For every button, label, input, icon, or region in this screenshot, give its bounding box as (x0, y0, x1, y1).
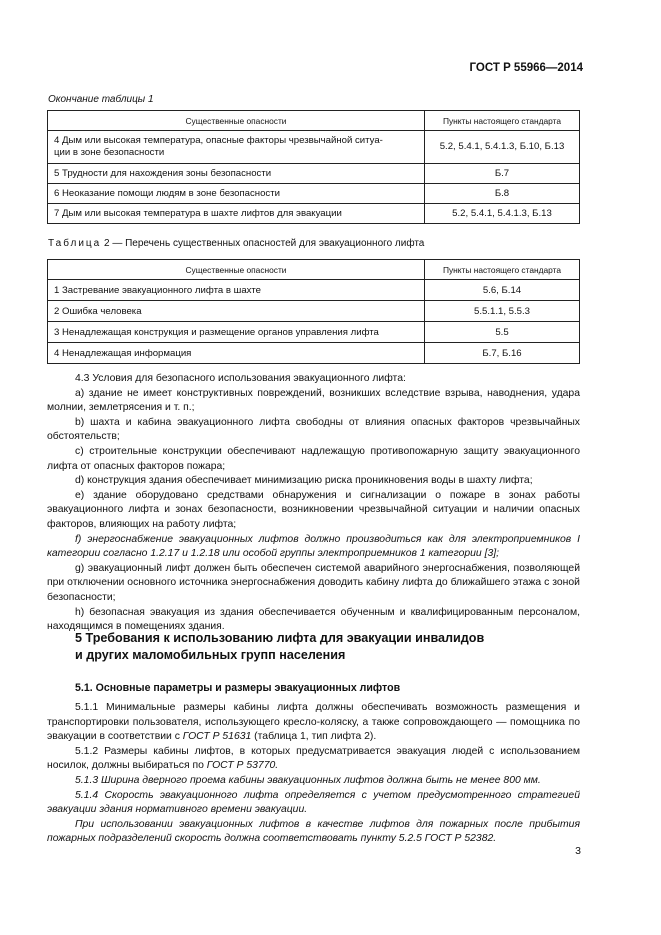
table-cell-clauses: Б.7, Б.16 (425, 343, 580, 364)
table-cell-clauses: 5.5.1.1, 5.5.3 (425, 301, 580, 322)
paragraph: b) шахта и кабина эвакуационного лифта свободны от влияния опасных факторов чрезвычайных обстоятельств; (47, 416, 580, 443)
table-cell-hazard: 6 Неоказание помощи людям в зоне безопасности (48, 184, 425, 204)
section-5-heading: 5 Требования к использованию лифта для эвакуации инвалидов и других маломобильных групп населения (75, 631, 485, 662)
table-row (48, 184, 580, 204)
table-cell-hazard: 4 Ненадлежащая информация (48, 343, 425, 364)
paragraph: 5.1.3 Ширина дверного проема кабины эвакуационных лифтов должна быть не менее 800 мм. (75, 774, 541, 786)
standard-designation: ГОСТ Р 55966—2014 (469, 62, 583, 74)
paragraph: е) здание оборудовано средствами обнаружения и сигнализации о пожаре в зонах работы эвакуационного лифта и зонах безопасности, возникновении чрезвычайной ситуации и наличии опасных факторов, влияющих на работу лифта; (47, 489, 580, 530)
table1 (47, 110, 580, 224)
table-cell-hazard: 5 Трудности для нахождения зоны безопасности (48, 164, 425, 184)
paragraph: 5.1.1 Минимальные размеры кабины лифта должны обеспечивать возможность размещения и транспортировки пользователя, использующего кресло-коляску, а также сопровождающего — помощника по эвакуации в соответствии с ГОСТ Р 51631 (таблица 1, тип лифта 2). (47, 702, 580, 743)
page-number: 3 (575, 845, 581, 857)
table-row (48, 322, 580, 343)
paragraph: d) конструкция здания обеспечивает минимизацию риска проникновения воды в шахту лифта; (75, 475, 533, 487)
table-cell-clauses: 5.5 (425, 322, 580, 343)
table-header-hazards: Существенные опасности (48, 260, 425, 280)
table-row (48, 280, 580, 301)
table-cell-hazard: 2 Ошибка человека (48, 301, 425, 322)
table-cell-hazard: 3 Ненадлежащая конструкция и размещение органов управления лифта (48, 322, 425, 343)
paragraph: При использовании эвакуационных лифтов в качестве лифтов для пожарных после прибытия пожарных подразделений скорость должна соответствовать пункту 5.2.5 ГОСТ Р 52382. (47, 818, 580, 845)
section-4-3 (47, 372, 580, 635)
table-row (48, 164, 580, 184)
table-cell-clauses: Б.8 (425, 184, 580, 204)
table-cell-hazard: 7 Дым или высокая температура в шахте лифтов для эвакуации (48, 204, 425, 224)
paragraph: с) строительные конструкции обеспечивают надлежащую противопожарную защиту эвакуационного лифта от опасных факторов пожара; (47, 445, 580, 472)
table2-caption: Таблица 2 — Перечень существенных опасностей для эвакуационного лифта (48, 238, 425, 249)
table-cell-hazard: 1 Застревание эвакуационного лифта в шахте (48, 280, 425, 301)
table-row (48, 131, 580, 164)
paragraph: 4.3 Условия для безопасного использования эвакуационного лифта: (75, 373, 406, 384)
table2 (47, 259, 580, 364)
table-cell-clauses: 5.2, 5.4.1, 5.4.1.3, Б.10, Б.13 (425, 131, 580, 164)
subsection-5-1-heading: 5.1. Основные параметры и размеры эвакуационных лифтов (75, 682, 401, 694)
paragraph: 5.1.2 Размеры кабины лифтов, в которых предусматривается эвакуация людей с использованием носилок, должны выбираться по ГОСТ Р 53770. (47, 745, 580, 772)
table-header-clauses: Пункты настоящего стандарта (425, 111, 580, 131)
section-5-1-body (47, 701, 580, 847)
table-row (48, 204, 580, 224)
table-cell-clauses: 5.6, Б.14 (425, 280, 580, 301)
paragraph: f) энергоснабжение эвакуационных лифтов должно производиться как для электроприемников I категории согласно 1.2.17 и 1.2.18 или особой группы электроприемников 1 категории [3]; (47, 533, 580, 560)
table-cell-hazard: 4 Дым или высокая температура, опасные факторы чрезвычайной ситуа- ции в зоне безопасности (48, 131, 425, 164)
table-row (48, 301, 580, 322)
paragraph: h) безопасная эвакуация из здания обеспечивается обученным и квалифицированным персоналом, находящимся в помещениях здания. (47, 606, 580, 633)
table1-caption: Окончание таблицы 1 (48, 94, 154, 105)
table-header-row (48, 111, 580, 131)
table-header-row (48, 260, 580, 280)
paragraph: 5.1.4 Скорость эвакуационного лифта определяется с учетом предусмотренного стратегией эвакуации здания нормативного времени эвакуации. (47, 789, 580, 816)
table-row (48, 343, 580, 364)
paragraph: а) здание не имеет конструктивных повреждений, возникших вследствие взрыва, наводнения, удара молнии, землетрясения и т. п.; (47, 387, 580, 414)
paragraph: g) эвакуационный лифт должен быть обеспечен системой аварийного энергоснабжения, позволяющей при отключении основного источника энергоснабжения доводить кабину лифта до ближайшего этажа с зоной безопасности; (47, 562, 580, 603)
table-header-clauses: Пункты настоящего стандарта (425, 260, 580, 280)
table-cell-clauses: Б.7 (425, 164, 580, 184)
table-cell-clauses: 5.2, 5.4.1, 5.4.1.3, Б.13 (425, 204, 580, 224)
table-header-hazards: Существенные опасности (48, 111, 425, 131)
